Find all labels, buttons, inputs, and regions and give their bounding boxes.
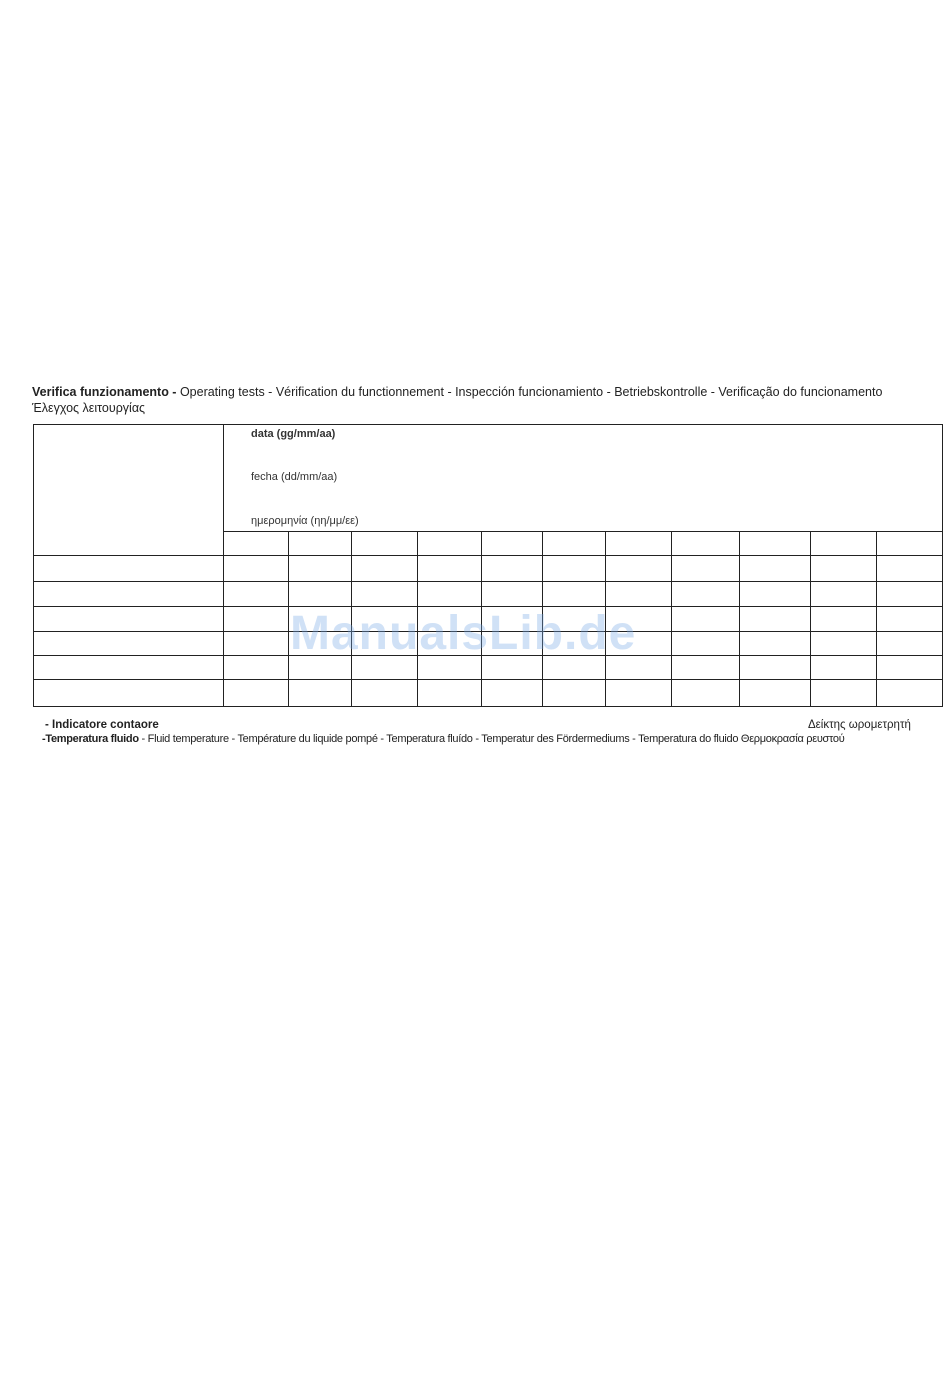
table-cell[interactable]: [224, 556, 289, 581]
table-cell[interactable]: [352, 606, 418, 631]
table-cell[interactable]: [672, 606, 740, 631]
table-cell[interactable]: [289, 631, 352, 655]
table-cell[interactable]: [543, 655, 606, 679]
heading-title-greek: Έλεγχος λειτουργίας: [32, 401, 146, 415]
table-cell[interactable]: [482, 679, 543, 706]
operating-tests-table: [33, 424, 943, 707]
table-cell[interactable]: [418, 606, 482, 631]
table-cell[interactable]: [289, 655, 352, 679]
row-label-cell[interactable]: [34, 606, 224, 631]
table-cell[interactable]: [289, 679, 352, 706]
table-cell[interactable]: [543, 679, 606, 706]
table-cell[interactable]: [543, 631, 606, 655]
table-cell[interactable]: [811, 631, 877, 655]
date-label-italian: data (gg/mm/aa): [251, 428, 336, 440]
table-cell[interactable]: [877, 556, 943, 581]
date-entry-cell[interactable]: [224, 532, 289, 556]
table-cell[interactable]: [482, 581, 543, 606]
table-cell[interactable]: [740, 679, 811, 706]
form-heading: [32, 384, 932, 416]
table-row: [34, 655, 943, 679]
table-cell[interactable]: [877, 581, 943, 606]
table-cell[interactable]: [877, 679, 943, 706]
row-label-cell[interactable]: [34, 655, 224, 679]
table-cell[interactable]: [224, 581, 289, 606]
table-cell[interactable]: [877, 655, 943, 679]
watermark: ManualsLib.de: [290, 607, 637, 660]
table-cell[interactable]: [811, 679, 877, 706]
table-cell[interactable]: [811, 606, 877, 631]
date-entry-cell[interactable]: [672, 532, 740, 556]
date-entry-cell[interactable]: [289, 532, 352, 556]
row-label-cell[interactable]: [34, 679, 224, 706]
table-cell[interactable]: [740, 631, 811, 655]
table-cell[interactable]: [672, 631, 740, 655]
date-entry-cell[interactable]: [740, 532, 811, 556]
table-cell[interactable]: [672, 679, 740, 706]
table-cell[interactable]: [482, 631, 543, 655]
date-entry-cell[interactable]: [877, 532, 943, 556]
table-row: [34, 581, 943, 606]
table-cell[interactable]: [482, 556, 543, 581]
row-label-cell[interactable]: [34, 556, 224, 581]
legend-temperature-translations: - Fluid temperature - Température du liquide pompé - Temperatura fluído - Temperatur des Fördermediums - Temperatura do fluido Θερμοκρασία ρευστού: [138, 733, 845, 745]
date-entry-cell[interactable]: [418, 532, 482, 556]
table-cell[interactable]: [740, 581, 811, 606]
table-cell[interactable]: [418, 556, 482, 581]
table-cell[interactable]: [543, 606, 606, 631]
table-cell[interactable]: [543, 581, 606, 606]
row-label-cell[interactable]: [34, 631, 224, 655]
table-cell[interactable]: [482, 655, 543, 679]
table-cell[interactable]: [352, 679, 418, 706]
table-cell[interactable]: [811, 556, 877, 581]
table-cell[interactable]: [352, 631, 418, 655]
table-cell[interactable]: [352, 556, 418, 581]
table-row: [34, 679, 943, 706]
table-cell[interactable]: [740, 606, 811, 631]
legend-fluid-temperature: [42, 733, 844, 745]
table-cell[interactable]: [418, 581, 482, 606]
table-cell[interactable]: [606, 655, 672, 679]
table-cell[interactable]: [811, 581, 877, 606]
table-cell[interactable]: [482, 606, 543, 631]
date-label-greek: ημερομηνία (ηη/μμ/εε): [251, 515, 359, 527]
table-cell[interactable]: [811, 655, 877, 679]
table-cell[interactable]: [606, 581, 672, 606]
table-cell[interactable]: [672, 655, 740, 679]
table-cell[interactable]: [224, 606, 289, 631]
date-entry-cell[interactable]: [482, 532, 543, 556]
legend-hour-counter-greek: Δείκτης ωρομετρητή: [808, 719, 911, 731]
table-cell[interactable]: [606, 631, 672, 655]
table-cell[interactable]: [352, 655, 418, 679]
table-cell[interactable]: [740, 556, 811, 581]
row-label-cell[interactable]: [34, 581, 224, 606]
table-row: [34, 556, 943, 581]
table-cell[interactable]: [606, 556, 672, 581]
row-label-header-cell: [34, 425, 224, 556]
legend-temperature-bold: -Temperatura fluido: [42, 733, 139, 745]
table-row: [34, 631, 943, 655]
date-entry-cell[interactable]: [543, 532, 606, 556]
table-cell[interactable]: [224, 631, 289, 655]
table-cell[interactable]: [606, 606, 672, 631]
table-cell[interactable]: [543, 556, 606, 581]
heading-title-bold: Verifica funzionamento -: [32, 385, 177, 399]
table-cell[interactable]: [606, 679, 672, 706]
heading-title-translations: Operating tests - Vérification du functionnement - Inspección funcionamiento - Betriebskontrolle - Verificação do funcionamento: [176, 385, 883, 399]
legend-hour-counter: - Indicatore contaore: [45, 719, 159, 731]
date-header-cell: [224, 425, 943, 532]
table-cell[interactable]: [877, 631, 943, 655]
table-cell[interactable]: [224, 679, 289, 706]
table-cell[interactable]: [289, 581, 352, 606]
date-entry-cell[interactable]: [352, 532, 418, 556]
date-entry-cell[interactable]: [606, 532, 672, 556]
table-cell[interactable]: [289, 556, 352, 581]
table-cell[interactable]: [672, 581, 740, 606]
table-cell[interactable]: [877, 606, 943, 631]
table-cell[interactable]: [418, 655, 482, 679]
table-cell[interactable]: [672, 556, 740, 581]
table-cell[interactable]: [224, 655, 289, 679]
table-cell[interactable]: [352, 581, 418, 606]
date-label-spanish: fecha (dd/mm/aa): [251, 471, 338, 483]
table-cell[interactable]: [418, 631, 482, 655]
table-cell[interactable]: [740, 655, 811, 679]
date-entry-cell[interactable]: [811, 532, 877, 556]
table-cell[interactable]: [418, 679, 482, 706]
table-row: [34, 606, 943, 631]
table-cell[interactable]: [289, 606, 352, 631]
